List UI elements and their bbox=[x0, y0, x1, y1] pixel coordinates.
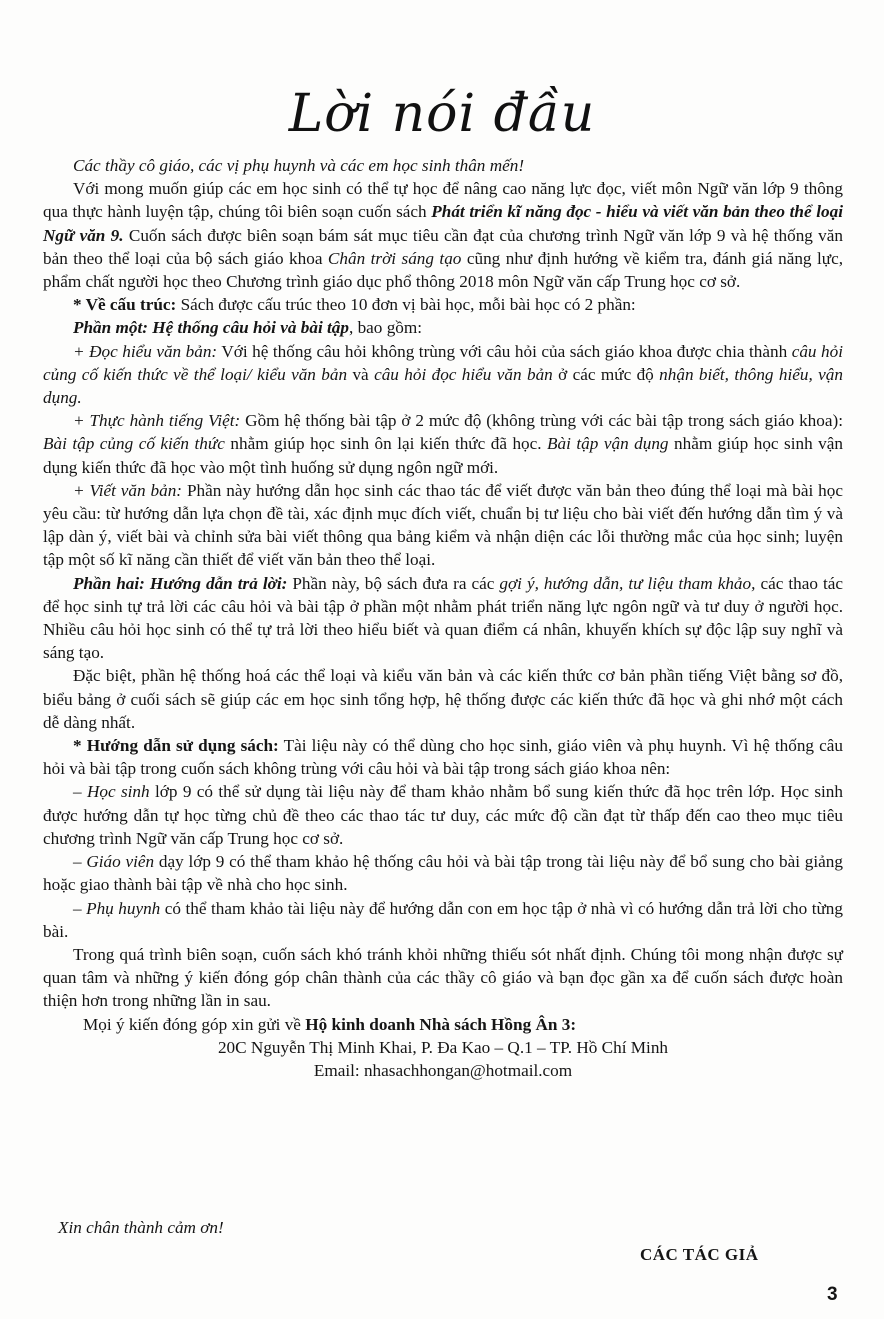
special-paragraph: Đặc biệt, phần hệ thống hoá các thể loại và kiểu văn bản và các kiến thức cơ bản phần tiếng Việt bằng sơ đồ, biểu bảng ở cuối sách sẽ giúp các em học sinh tổng hợp, hệ thống được các kiến thức đã học và ghi nhớ một cách dễ dàng nhất. bbox=[43, 666, 843, 732]
practice-text-1: Gồm hệ thống bài tập ở 2 mức độ (không trùng với các bài tập trong sách giáo khoa): bbox=[240, 411, 844, 431]
publisher-name: Hộ kinh doanh Nhà sách Hồng Ân 3: bbox=[305, 1014, 577, 1034]
greeting: Các thầy cô giáo, các vị phụ huynh và các em học sinh thân mến! bbox=[73, 156, 525, 175]
teachers-paragraph bbox=[43, 850, 843, 896]
usage-heading: * Hướng dẫn sử dụng sách: bbox=[73, 736, 279, 756]
practice-italic-1: Bài tập củng cố kiến thức bbox=[43, 434, 225, 454]
part-two-paragraph bbox=[43, 572, 843, 665]
part-one-text: , bao gồm: bbox=[348, 318, 423, 338]
structure-heading: * Về cấu trúc: bbox=[73, 295, 177, 315]
practice-paragraph bbox=[43, 409, 843, 479]
structure-text: Sách được cấu trúc theo 10 đơn vị bài học, mỗi bài học có 2 phần: bbox=[176, 295, 636, 315]
contact-paragraph bbox=[43, 1013, 843, 1036]
usage-text: Tài liệu này có thể dùng cho học sinh, giáo viên và phụ huynh. Vì hệ thống câu hỏi và bài tập trong cuốn sách không trùng với câu hỏi và bài tập trong sách giáo khoa nên: bbox=[43, 736, 844, 779]
practice-label: + Thực hành tiếng Việt: bbox=[73, 411, 241, 431]
teachers-text: dạy lớp 9 có thể tham khảo hệ thống câu hỏi và bài tập trong tài liệu này để bổ sung cho bài giảng hoặc giao thành bài tập về nhà cho học sinh. bbox=[43, 852, 843, 895]
part-one-heading: Phần một: Hệ thống câu hỏi và bài tập bbox=[73, 318, 349, 338]
closing-paragraph: Trong quá trình biên soạn, cuốn sách khó tránh khỏi những thiếu sót nhất định. Chúng tôi mong nhận được sự quan tâm và những ý kiến đóng góp chân thành của các thầy cô giáo và bạn đọc gần xa để cuốn sách được hoàn thiện hơn trong những lần in sau. bbox=[43, 944, 843, 1011]
part-two-italic: gợi ý, hướng dẫn, tư liệu tham khảo, bbox=[499, 573, 756, 593]
practice-text-2: nhằm giúp học sinh ôn lại kiến thức đã học. bbox=[224, 434, 548, 454]
reading-paragraph bbox=[43, 340, 843, 410]
parents-label: – Phụ huynh bbox=[73, 898, 161, 918]
part-two-heading: Phần hai: Hướng dẫn trả lời: bbox=[73, 573, 288, 593]
address-line: 20C Nguyễn Thị Minh Khai, P. Đa Kao – Q.1 – TP. Hồ Chí Minh bbox=[217, 1037, 669, 1057]
reading-italic-1: câu hỏi củng cố kiến thức về thể loại/ kiểu văn bản bbox=[43, 341, 843, 384]
reading-label: + Đọc hiểu văn bản: bbox=[73, 341, 218, 361]
email-line: Email: nhasachhongan@hotmail.com bbox=[313, 1060, 573, 1080]
part-two-text-2: các thao tác để học sinh tự trả lời các câu hỏi và bài tập ở phần một nhằm phát triển năng lực ngôn ngữ và tư duy ở người học. Nhiều câu hỏi học sinh có thể tự trả lời theo hiểu biết và quan điểm cá nhân, khuyến khích sự độc lập suy nghĩ và sáng tạo. bbox=[43, 573, 843, 663]
intro-text-3: cũng như định hướng về kiểm tra, đánh giá năng lực, phẩm chất người học theo Chương trình giáo dục phổ thông 2018 môn Ngữ văn cấp Trung học cơ sở. bbox=[43, 248, 843, 292]
writing-text: Phần này hướng dẫn học sinh các thao tác để viết được văn bản theo đúng thể loại mà bài học yêu cầu: từ hướng dẫn lựa chọn đề tài, xác định mục đích viết, chuẩn bị tư liệu cho bài viết đến hướng dẫn tìm ý và lập dàn ý, viết bài và chỉnh sửa bài viết thông qua bảng kiểm và nhận diện các lỗi thường mắc của học sinh; luyện tập một số kĩ năng cần thiết để viết văn bản theo thể loại. bbox=[43, 480, 843, 570]
reading-text-2: và bbox=[347, 364, 375, 384]
reading-text-3: ở các mức độ bbox=[552, 364, 660, 384]
parents-text: có thể tham khảo tài liệu này để hướng dẫn con em học tập ở nhà vì có hướng dẫn trả lời cho từng bài. bbox=[43, 898, 843, 941]
reading-italic-3: nhận biết, thông hiểu, vận dụng. bbox=[43, 364, 843, 408]
students-label: – Học sinh bbox=[73, 782, 150, 802]
reading-text-1: Với hệ thống câu hỏi không trùng với câu hỏi của sách giáo khoa được chia thành bbox=[217, 341, 792, 361]
contact-intro: Mọi ý kiến đóng góp xin gửi về bbox=[83, 1014, 306, 1034]
writing-paragraph bbox=[43, 479, 843, 572]
structure-paragraph bbox=[43, 293, 843, 316]
part-two-text-1: Phần này, bộ sách đưa ra các bbox=[287, 573, 500, 593]
preface-body bbox=[43, 154, 843, 1082]
page-number: 3 bbox=[827, 1284, 838, 1305]
thanks-line: Xin chân thành cảm ơn! bbox=[58, 1218, 224, 1237]
textbook-series: Chân trời sáng tạo bbox=[327, 248, 462, 268]
book-title: Phát triển kĩ năng đọc - hiểu và viết văn bản theo thể loại Ngữ văn 9. bbox=[43, 202, 843, 245]
authors-signature: CÁC TÁC GIẢ bbox=[640, 1245, 759, 1264]
part-one-paragraph bbox=[43, 316, 843, 339]
intro-paragraph bbox=[43, 177, 843, 293]
intro-text-1: Với mong muốn giúp các em học sinh có thể tự học để nâng cao năng lực đọc, viết môn Ngữ văn lớp 9 thông qua thực hành luyện tập, chúng tôi biên soạn cuốn sách bbox=[43, 179, 843, 222]
usage-paragraph bbox=[43, 734, 843, 780]
page-title: Lời nói đầu bbox=[288, 84, 596, 144]
students-text: lớp 9 có thể sử dụng tài liệu này để tham khảo nhằm bổ sung kiến thức đã học trên lớp. Học sinh được hướng dẫn tự học từng chủ đề theo các thao tác tư duy, các mức độ cần đạt từ thấp đến cao theo mục tiêu chương trình Ngữ văn cấp Trung học cơ sở. bbox=[43, 782, 843, 848]
practice-text-3: nhằm giúp học sinh vận dụng kiến thức đã học vào một tình huống sử dụng ngôn ngữ mới. bbox=[43, 434, 843, 477]
intro-text-2: Cuốn sách được biên soạn bám sát mục tiêu cần đạt của chương trình Ngữ văn lớp 9 và hệ thống văn bản theo thể loại của bộ sách giáo khoa bbox=[43, 225, 843, 268]
parents-paragraph bbox=[43, 897, 843, 943]
writing-label: + Viết văn bản: bbox=[73, 480, 183, 500]
reading-italic-2: câu hỏi đọc hiểu văn bản bbox=[374, 364, 553, 384]
teachers-label: – Giáo viên bbox=[73, 852, 155, 872]
students-paragraph bbox=[43, 780, 843, 850]
practice-italic-2: Bài tập vận dụng bbox=[547, 434, 669, 454]
